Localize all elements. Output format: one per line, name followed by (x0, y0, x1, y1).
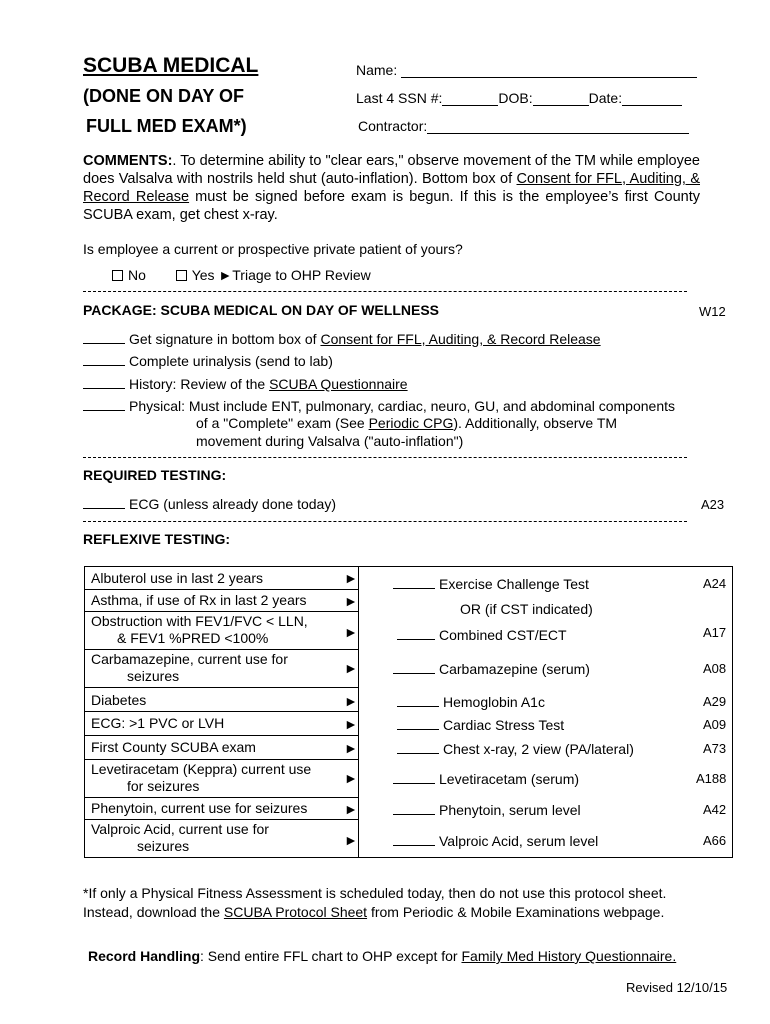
condition-text: Albuterol use in last 2 years (91, 570, 263, 586)
contractor-label: Contractor: (358, 118, 428, 134)
checkoff-line[interactable] (397, 693, 439, 707)
arrow-icon: ► (344, 693, 358, 709)
test-name: Levetiracetam (serum) (439, 771, 580, 787)
name-field[interactable] (356, 62, 697, 78)
scuba-questionnaire-link[interactable]: SCUBA Questionnaire (269, 376, 408, 392)
item-text: ECG (unless already done today) (129, 496, 336, 512)
condition-text: Obstruction with FEV1/FVC < LLN, (91, 613, 308, 629)
item-text: Complete urinalysis (send to lab) (129, 353, 333, 369)
test-item (397, 693, 545, 710)
no-option[interactable] (112, 267, 146, 283)
test-item (397, 716, 564, 733)
reflexive-heading: REFLEXIVE TESTING: (83, 531, 231, 547)
required-heading: REQUIRED TESTING: (83, 467, 227, 483)
test-code: A66 (703, 833, 727, 848)
test-code: A17 (703, 625, 727, 640)
footnote-line-1: *If only a Physical Fitness Assessment is scheduled today, then do not use this protocol sheet. (83, 885, 667, 901)
arrow-icon: ► (344, 624, 358, 640)
condition-text: & FEV1 %PRED <100% (117, 630, 269, 646)
condition-cell (84, 612, 359, 650)
checkoff-line[interactable] (83, 352, 125, 366)
ssn-input-line[interactable] (442, 91, 498, 106)
test-code: A09 (703, 717, 727, 732)
page-subtitle-1: (DONE ON DAY OF (83, 86, 245, 106)
package-item-urinalysis (83, 352, 333, 369)
test-item (397, 626, 567, 643)
contractor-field[interactable] (358, 118, 689, 134)
test-name: Valproic Acid, serum level (439, 833, 599, 849)
test-item (393, 660, 590, 677)
patient-answer-options (112, 267, 371, 283)
checkoff-line[interactable] (393, 575, 435, 589)
condition-text: Asthma, if use of Rx in last 2 years (91, 592, 307, 608)
divider (83, 457, 687, 458)
page-title: SCUBA MEDICAL (83, 54, 259, 77)
condition-cell (84, 736, 359, 760)
no-checkbox[interactable] (112, 270, 123, 281)
condition-text: for seizures (127, 778, 200, 794)
checkoff-line[interactable] (393, 660, 435, 674)
package-item-physical (83, 397, 675, 414)
checkoff-line[interactable] (83, 330, 125, 344)
test-name: Hemoglobin A1c (443, 694, 545, 710)
consent-link[interactable]: Consent for FFL, Auditing, & Record Release (320, 331, 601, 347)
name-input-line[interactable] (401, 63, 697, 78)
condition-cell (84, 712, 359, 736)
required-item-ecg (83, 495, 336, 512)
physical-continuation-2: movement during Valsalva ("auto-inflation") (196, 433, 464, 449)
checkoff-line[interactable] (393, 832, 435, 846)
checkoff-line[interactable] (397, 716, 439, 730)
arrow-icon: ► (344, 832, 358, 848)
id-fields (356, 90, 682, 106)
no-label: No (128, 267, 146, 283)
package-code: W12 (699, 304, 726, 319)
dob-input-line[interactable] (533, 91, 589, 106)
condition-cell (84, 650, 359, 688)
comments-label: COMMENTS: (83, 153, 173, 169)
test-code: A24 (703, 576, 727, 591)
test-item (393, 770, 579, 787)
package-item-signature (83, 330, 601, 347)
comments-text-2: must be signed before exam is begun. If this is the employee’s first County SCUBA exam, get chest x-ray. (83, 189, 700, 223)
checkoff-line[interactable] (393, 801, 435, 815)
record-handling-text: : Send entire FFL chart to OHP except for (200, 948, 462, 964)
test-item (397, 740, 634, 757)
item-text: Get signature in bottom box of (129, 331, 321, 347)
test-name: Combined CST/ECT (439, 627, 567, 643)
item-text: of a "Complete" exam (See (196, 415, 369, 431)
divider (83, 521, 687, 522)
footnote-text: from Periodic & Mobile Examinations webpage. (367, 904, 665, 920)
package-item-history (83, 375, 408, 392)
condition-text: Phenytoin, current use for seizures (91, 800, 308, 816)
test-code: A42 (703, 802, 727, 817)
arrow-icon: ► (344, 570, 358, 586)
test-code: A29 (703, 694, 727, 709)
test-code: A08 (703, 661, 727, 676)
yes-option[interactable] (176, 267, 215, 283)
date-input-line[interactable] (622, 91, 682, 106)
footnote-text: Instead, download the (83, 904, 224, 920)
checkoff-line[interactable] (83, 397, 125, 411)
test-name: Cardiac Stress Test (443, 717, 565, 733)
condition-cell (84, 820, 359, 858)
test-name: Exercise Challenge Test (439, 576, 589, 592)
checkoff-line[interactable] (83, 495, 125, 509)
checkoff-line[interactable] (83, 375, 125, 389)
item-text: Physical: Must include ENT, pulmonary, cardiac, neuro, GU, and abdominal components (129, 398, 676, 414)
checkoff-line[interactable] (393, 770, 435, 784)
condition-cell (84, 760, 359, 798)
arrow-icon: ► (344, 593, 358, 609)
record-handling (88, 948, 676, 964)
contractor-input-line[interactable] (427, 119, 689, 134)
test-item (393, 832, 598, 849)
physical-continuation-1 (196, 415, 617, 431)
checkoff-line[interactable] (397, 740, 439, 754)
condition-cell (84, 798, 359, 820)
arrow-icon: ► (344, 716, 358, 732)
footnote-line-2 (83, 904, 664, 920)
test-or-note: OR (if CST indicated) (460, 601, 593, 617)
yes-checkbox[interactable] (176, 270, 187, 281)
test-item (393, 575, 589, 592)
item-text: ). Additionally, observe TM (453, 415, 618, 431)
ssn-label: Last 4 SSN #: (356, 90, 443, 106)
package-heading: PACKAGE: SCUBA MEDICAL ON DAY OF WELLNESS (83, 302, 439, 318)
family-history-link[interactable]: Family Med History Questionnaire. (461, 948, 677, 964)
arrow-icon: ► (344, 801, 358, 817)
scuba-protocol-link[interactable]: SCUBA Protocol Sheet (223, 904, 368, 920)
condition-text: Diabetes (91, 692, 147, 708)
dob-label: DOB: (498, 90, 533, 106)
condition-text: seizures (137, 838, 190, 854)
page-subtitle-2: FULL MED EXAM*) (86, 116, 247, 136)
periodic-cpg-link[interactable]: Periodic CPG (368, 415, 454, 431)
test-name: Phenytoin, serum level (439, 802, 581, 818)
condition-text: Carbamazepine, current use for (91, 651, 288, 667)
condition-text: Valproic Acid, current use for (91, 821, 269, 837)
condition-cell (84, 688, 359, 712)
arrow-icon: ► (344, 770, 358, 786)
divider (83, 291, 687, 292)
condition-text: seizures (127, 668, 180, 684)
arrow-icon: ► (344, 660, 358, 676)
condition-text: First County SCUBA exam (91, 739, 256, 755)
revision-date: Revised 12/10/15 (626, 980, 728, 995)
arrow-icon: ► (344, 740, 358, 756)
condition-cell (84, 590, 359, 612)
yes-label: Yes (191, 267, 215, 283)
condition-cell (84, 566, 359, 590)
yes-action: ►Triage to OHP Review (218, 267, 371, 283)
name-label: Name: (356, 62, 398, 78)
consent-link[interactable]: Consent for FFL, Auditing, & Record Release (83, 171, 700, 205)
condition-text: Levetiracetam (Keppra) current use (91, 761, 312, 777)
required-code: A23 (701, 497, 725, 512)
test-item (393, 801, 581, 818)
comments-paragraph (83, 152, 700, 224)
test-name: Carbamazepine (serum) (439, 661, 590, 677)
item-text: History: Review of the (129, 376, 270, 392)
test-name: Chest x-ray, 2 view (PA/lateral) (443, 741, 634, 757)
checkoff-line[interactable] (397, 626, 435, 640)
record-handling-label: Record Handling (88, 948, 201, 964)
condition-text: ECG: >1 PVC or LVH (91, 715, 225, 731)
test-code: A73 (703, 741, 727, 756)
date-label: Date: (588, 90, 623, 106)
test-code: A188 (696, 771, 727, 786)
comments-text-1: . To determine ability to "clear ears," observe movement of the TM while employee does Valsalva with nostrils held shut (auto-inflation). Bottom box of (83, 153, 700, 187)
private-patient-question: Is employee a current or prospective private patient of yours? (83, 241, 463, 257)
